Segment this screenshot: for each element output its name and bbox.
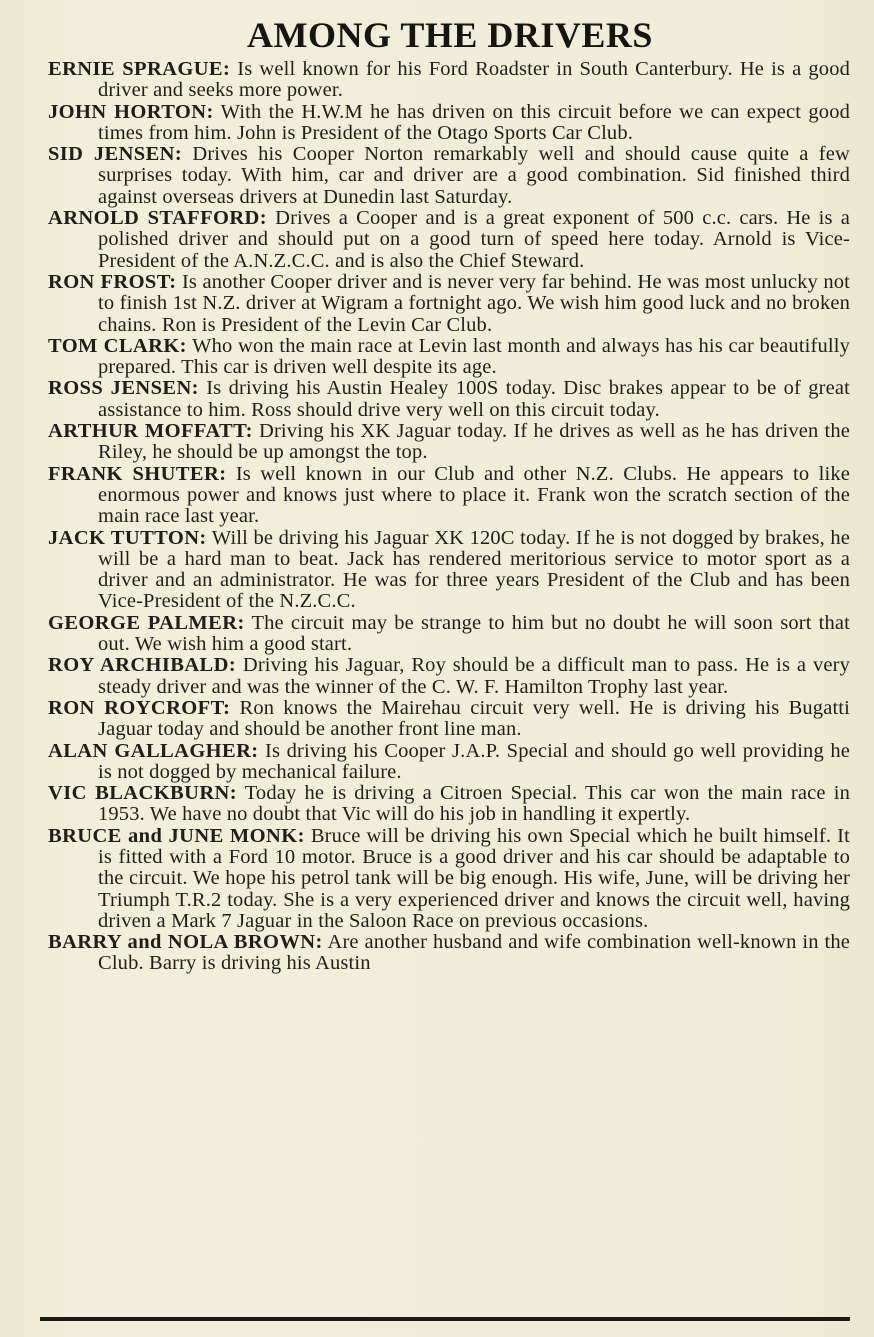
driver-description: Ron knows the Mairehau circuit very well. He is driving his Bugatti Jaguar today and should be another front line man. (98, 696, 850, 741)
driver-name: ARNOLD STAFFORD: (48, 207, 267, 230)
driver-name: BRUCE and JUNE MONK: (48, 824, 305, 847)
driver-entry (38, 144, 850, 208)
driver-name: JOHN HORTON: (48, 100, 214, 123)
driver-entries-list (38, 59, 850, 975)
driver-entry (38, 826, 850, 932)
driver-description: The circuit may be strange to him but no doubt he will soon sort that out. We wish him a good start. (98, 611, 850, 656)
driver-name: RON FROST: (48, 270, 177, 293)
driver-entry (38, 208, 850, 272)
driver-name: ROSS JENSEN: (48, 377, 199, 400)
driver-description: Driving his XK Jaguar today. If he drives as well as he has driven the Riley, he should be up amongst the top. (98, 420, 850, 464)
driver-name: ARTHUR MOFFATT: (48, 420, 253, 443)
driver-name: ROY ARCHIBALD: (48, 654, 237, 677)
driver-description: Is another Cooper driver and is never very far behind. He was most unlucky not to finish 1st N.Z. driver at Wigram a fortnight ago. We wish him good luck and no broken chains. Ron is President of the Levin Car Club. (98, 270, 850, 336)
driver-description: Driving his Jaguar, Roy should be a difficult man to pass. He is a very steady driver and was the winner of the C. W. F. Hamilton Trophy last year. (98, 654, 850, 698)
page-title: AMONG THE DRIVERS (247, 15, 653, 55)
driver-name: ALAN GALLAGHER: (48, 739, 259, 762)
driver-entry (38, 698, 850, 741)
driver-description: Bruce will be driving his own Special which he built himself. It is fitted with a Ford 10 motor. Bruce is a good driver and his car should be adaptable to the circuit. We hope his petrol tank will be big enough. His wife, June, will be driving her Triumph T.R.2 today. She is a very experienced driver and knows the circuit well, having driven a Mark 7 Jaguar in the Saloon Race on previous occasions. (98, 824, 850, 932)
driver-entry (38, 464, 850, 528)
driver-description: Is driving his Cooper J.A.P. Special and should go well providing he is not dogged by mechanical failure. (98, 739, 850, 783)
driver-entry (38, 741, 850, 784)
driver-description: Today he is driving a Citroen Special. This car won the main race in 1953. We have no doubt that Vic will do his job in handling it expertly. (98, 782, 850, 826)
driver-entry (38, 421, 850, 464)
driver-name: RON ROYCROFT: (48, 696, 231, 719)
driver-entry (38, 378, 850, 421)
driver-description: With the H.W.M he has driven on this circuit before we can expect good times from him. John is President of the Otago Sports Car Club. (98, 100, 850, 144)
driver-description: Is well known in our Club and other N.Z. Clubs. He appears to like enormous power and knows just where to place it. Frank won the scratch section of the main race last year. (98, 462, 851, 528)
driver-entry (38, 59, 850, 102)
driver-name: VIC BLACKBURN: (48, 782, 237, 805)
driver-name: ERNIE SPRAGUE: (48, 58, 231, 80)
driver-entry (38, 336, 850, 379)
driver-entry (38, 102, 850, 145)
driver-name: SID JENSEN: (48, 143, 183, 166)
driver-name: BARRY and NOLA BROWN: (48, 931, 323, 954)
driver-name: JACK TUTTON: (48, 526, 207, 549)
driver-entry (38, 272, 850, 336)
driver-entry (38, 783, 850, 826)
driver-name: GEORGE PALMER: (48, 611, 245, 634)
driver-description: Drives a Cooper and is a great exponent of 500 c.c. cars. He is a polished driver and should put on a good turn of speed here today. Arnold is Vice-President of the A.N.Z.C.C. and is also the Chief Steward. (98, 207, 850, 272)
driver-entry (38, 655, 850, 698)
driver-description: Will be driving his Jaguar XK 120C today. If he is not dogged by brakes, he will be a hard man to beat. Jack has rendered meritorious service to motor sport as a driver and an administrator. He was for three years President of the Club and has been Vice-President of the N.Z.C.C. (98, 526, 850, 613)
driver-entry (38, 528, 850, 613)
driver-description: Drives his Cooper Norton remarkably well and should cause quite a few surprises today. With him, car and driver are a good combination. Sid finished third against overseas drivers at Dunedin last Saturday. (98, 143, 850, 208)
driver-description: Are another husband and wife combination well-known in the Club. Barry is driving his Austin (98, 931, 850, 975)
driver-description: Is well known for his Ford Roadster in South Canterbury. He is a good driver and seeks more power. (98, 58, 850, 102)
driver-description: Who won the main race at Levin last month and always has his car beautifully prepared. This car is driven well despite its age. (98, 334, 850, 379)
driver-entry (38, 932, 850, 975)
driver-entry (38, 613, 850, 656)
driver-name: FRANK SHUTER: (48, 462, 227, 485)
bottom-rule (40, 1317, 850, 1321)
driver-name: TOM CLARK: (48, 334, 187, 357)
driver-description: Is driving his Austin Healey 100S today. Disc brakes appear to be of great assistance to him. Ross should drive very well on this circuit today. (98, 377, 850, 421)
